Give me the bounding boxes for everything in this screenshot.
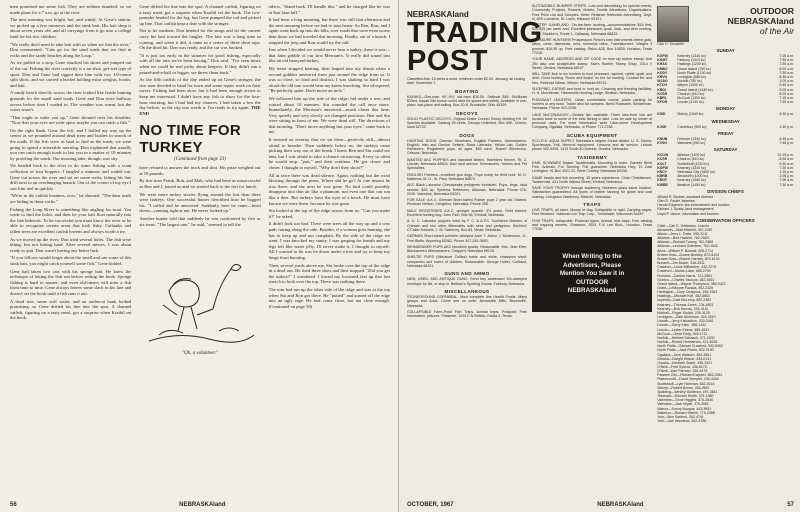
station-time: 7:30 a.m. [779, 58, 794, 63]
station-name: Wayne (1590 kc) [677, 83, 704, 88]
conservation-officer: Valentine—Gene Higgins, 376-2640 [657, 398, 713, 403]
left-page [0, 0, 398, 512]
left-column-2 [139, 4, 260, 356]
classified-ad: COLLAPSIBLE Farm-Pond Fish Traps. Animal traps. Postpaid. Free information, pictures. Shawnee, 3934 F-N Buffalo, Dallas 4, Texas. [407, 309, 527, 319]
conservation-officer: Omaha—Dwight Wilson, 334-0131 [657, 356, 712, 361]
classified-ad: AUTOMOBILE BUMPER STRIPS. Low-cost advertising for special events, Community Projects, Resorts, Motels, Tourist Attractions, Organizations. Free Price List and Samples. Write: Reliance Reflective Advertising, Dept. N, 803 Locustvia, St. Louis, Missouri 63101. [532, 4, 653, 21]
conservation-officer: Alliance—Burt Hackler, 762-2563 [657, 236, 709, 241]
conservation-officer: Broken Bow—Robert Harnley, 872-6130 [657, 256, 720, 261]
radio-schedule [657, 48, 794, 187]
conservation-officer: North Platte—Jack Fisher, 532-0190 [657, 348, 714, 353]
station-time: 8:00 a.m. [779, 66, 794, 71]
outdoor-title-line: of the Air [759, 26, 794, 36]
station-time: 9:45 a.m. [779, 83, 794, 88]
division-chief: Willard R. Barbee, assistant director [657, 194, 714, 199]
conservation-officer: Chief—Carl E. Gettmann, Lincoln [657, 223, 709, 228]
station-name: Fremont (1340 kc) [677, 136, 706, 141]
schedule-day-heading: SUNDAY [716, 48, 735, 53]
conservation-officer: Hastings—Michael Kiel, 462-5861 [657, 294, 710, 299]
classified-ad: SLEEPING, EATING and food to hunt on. Cleaning and freezing facilities. H. H. Murrelmaie, Hickamolls Hunting Lodge, Stratton, Nebraska. [532, 87, 653, 96]
article-title: NO TIME FOR TURKEY [139, 122, 241, 157]
conservation-officer: Burwell—Jim Bower, 346-2511 [657, 261, 705, 266]
conservation-officer: Lincoln—Gerry Klein, 488-1442 [657, 323, 707, 328]
classified-ad: LAKE McCONAUGHY—Deadly fish available. Three lake-front lots are located back to some of the best fishing in lake. Lots for sale by owner of personal uses. For more information write Lake-shore Development Company, Ogallala, Nebraska, or Phone 771-2788. [532, 112, 653, 130]
classified-ad: ENGLISH Pointers—excellent gun dogs. Pups ready for field hunt. M. D. Mathews, M. D., St. Paul, Nebraska 68873. [407, 172, 527, 181]
station-call: KMMJ [657, 66, 668, 71]
classified-column-2 [532, 4, 652, 499]
radio-schedule-column [657, 4, 794, 499]
classified-ad: SAVE YOUR TROPHY through taxidermy. Nineteen years same location. Satisfaction guaranteed. All types of leather tanning for glove and coat making. Livingston Taxidermy, Mitchell, Nebraska. [532, 186, 653, 199]
conservation-officer: Scottsbluff—Lyle Hartman, 632-3016 [657, 381, 715, 386]
division-chief: Glen R. Foster, fisheries [657, 199, 695, 204]
paragraph: others, "Stand back, I'll handle this," and he charged like he was at San Juan hill." [268, 4, 390, 15]
station-call: KTCH [657, 83, 667, 88]
station-name: Kearney (1340 kc) [677, 165, 706, 170]
classified-ad: YOUR NAME, ADDRESS AND ZIP CODE on new zip rubber stamp. And 25c also one straight-line stamp. Star's Rubber Stamp Shop, 3314 Y Street, Omaha, Nebraska 68107. [532, 57, 653, 70]
cartoon-caption: "Oh, a volunteer." [181, 351, 219, 357]
station-call: KGFW [657, 165, 668, 170]
conservation-officer: Norfolk—Robert Hermstrom, 371-5616 [657, 340, 718, 345]
conservation-officer: Imperial—Dale McLeroy, 882-2381 [657, 298, 712, 303]
station-call: KHUB [657, 136, 668, 141]
paragraph-text: As the fifth catfish of the day ended up on Gene's stringer, the two men decided to head for town and some repair work on their racers. Fishing had been slow, but it had been enough action to keep me interested. I didn't have any fish to show for the four-hour morning, but I had had my chances. I had taken a few the day before, so the trip was worth it. I'm ready to try again. [139, 77, 261, 111]
station-time: 8:00 a.m. [779, 91, 794, 96]
conservation-officer: Hartington—Larry Chappius, 254-3361 [657, 290, 718, 295]
section-heading: MISCELLANEOUS [444, 288, 490, 294]
station-time: 7:15 a.m. [779, 96, 794, 101]
station-row [657, 100, 794, 104]
paragraph: On the right flank, Gene the left, and I holled my way up the center as we pounded around dead trees and bushes in search of the toads. If the fish were as hard to find as the toads, we were going to spend a miserable morning. Don explained that usually you can catch enough toads to last you in a matter of 10 minutes by prowling the sands. Our morning take, though, was shy. [10, 127, 132, 161]
classified-ad: KAYAKS—One-man 99"–9½' low-ham $34.50. Sailboat $45. Ski/Boats $15ea. Kayak Kits known world wide for speed and safety. Available in one-place, two-place and sailing. Box 20-N, Brookville, Ohio 45309. [407, 94, 527, 108]
paragraph [269, 287, 390, 309]
section-heading: DOGS [459, 132, 475, 138]
magazine-name: NEBRASKAland [597, 502, 644, 508]
classified-ad: MALE REGISTERED A.K.C. springer spaniel. 3½ years. Field trained. Excellent hunting dog. John Rich, Box 56, Kimball, Nebraska. [407, 208, 527, 218]
station-call: KCSR [657, 91, 668, 96]
classified-ad: PHEASANT HUNTERS. Clean comfortable rooms, plane parking for hunters or any town. Trailer also for campers. Bend Robbards, Benkelman, Nebraska. Phone 423-2236. [532, 97, 653, 111]
page-number: 57 [787, 502, 794, 508]
conservation-officer: McCook—Gene Eddy, 345-1711 [657, 331, 708, 336]
station-name: McCook (1300 kc) [677, 96, 706, 101]
section-heading: BOATING [455, 88, 479, 94]
station-call: KBRL [657, 96, 667, 101]
conservation-officer: North Platte—Samuel Crawford, 532-9962 [657, 344, 723, 349]
station-time: 4:30 p.m. [779, 112, 794, 117]
station-call: KRVN [657, 75, 668, 80]
station-time: 7:05 a.m. [779, 54, 794, 58]
paragraph: We headed back to the river to do some fishing with a scant collection of four hoppers. I tangled a minnow and waded out. Gene cut across the river and sat on some rocks, letting his line drift next to an overhanging branch. Out of the corner of my eye I saw him reel in quickly. [10, 163, 132, 191]
station-name: Grand Island (1430 kc) [677, 87, 713, 92]
classified-ad: WANTED AKC PUPPIES and standard kittens. Ramblers Kennel, Rt. 2, Lincoln, Nebraska 68503. Also stud service. Schnauzers, Yorkies and Pet Specialties. [407, 157, 527, 171]
station-name: Lincoln (1240 kc) [677, 100, 704, 105]
station-call: KCOW [657, 153, 669, 158]
station-time: 7:30 a.m. [779, 165, 794, 170]
paragraph: Gene drifted his line into the spot. A channel catfish, figuring on a tasty meal, got a surprise when Kraibil set the hook. The two-pounder headed for the log, but Gene pumped the rod and picked up line. That catfish kept a date with the stringer. [139, 4, 261, 26]
conservation-officer: Sidney—Robert Brown, 254-4567 [657, 385, 710, 390]
classified-ad: A. K. C. Labrador puppies sired by F. C. & A.F.C. Sunhaven Maestro of Chessie and two other littermates with sires and pedigrees. Kirchhof, C'Caller Kennels, J. M. Sweeney, Box 83, Mead, Nebraska. [407, 219, 527, 232]
classified-ad: STONEGROUND CORNMEAL. Most complete line Health Foods. Many groups and Adds. Come see us write. Brownville Mills, Brownville, Nebraska. [407, 294, 527, 308]
division-chief: Lloyd P. Vance, information and tourism [657, 211, 719, 216]
classified-rates-note: Classified Ads: 15 cents a word, minimum order $2.00. January, all closing date. November 1 [407, 77, 526, 86]
station-call: KOLT [657, 161, 667, 166]
paragraph: Another hunter told that suddenly he was confronted by five or six toms. "The largest one," he said, "seemed to tell the [139, 216, 261, 227]
station-name: North Platte (1240 kc) [677, 70, 712, 75]
conservation-officer: Norfolk—Herbert Schaack, 371-2000 [657, 335, 715, 340]
station-row [657, 112, 794, 116]
notice-line: NEBRASKAland [567, 287, 617, 295]
paragraph: "It is just too early in the summer for good fishing, especially with all the rain we've been having," Don said. "I've seen times when we could be real picky about keepers. If they didn't run a pound-and-a-half or bigger, we threw them back." [139, 52, 261, 75]
conservation-officer: O'Neill—Fred Sykora, 336-6175 [657, 364, 707, 369]
end-mark: THE END [139, 105, 261, 116]
photo-caption: Dick H. Schaeffer [657, 42, 685, 46]
section-heading: TAXIDERMY [576, 154, 608, 160]
conservation-officer: Lincoln—Lester Kriens, 489-1631 [657, 327, 710, 332]
station-call: KJSK [657, 124, 667, 129]
outdoor-title [693, 6, 794, 36]
conservation-officer: Plattsmouth—David Sempler, 296-4262 [657, 377, 719, 382]
conservation-officer: Grant—LeMoyne Fauska, 352-2426 [657, 286, 714, 290]
classified-ad: CUSTER GAMELAND. On-the-farm hunting—accommodations $15 first, $20-$25 per week and. Excellent pheasant, quail, duck, and deer hunting. Write: Sheldon's, Route 1, Callaway, Nebraska 68825. [532, 23, 653, 36]
station-time: 1:30 p.m. [779, 124, 794, 129]
left-column-1 [10, 4, 131, 356]
paragraph: Then, several yards above me, Stu broke over the top of the ridge in a dead run. He fired three shots and then stopped. "Did you get the turkey?" I wondered. I forced my loosened feet up that last stretch to look over the top. There was nothing there. [268, 262, 390, 285]
portrait-photo [657, 6, 689, 42]
notice-line: OUTDOOR [576, 278, 609, 286]
classified-ad: SHELTIE PUPS (Miniature Collies) sable and white, champion sired, companion and lovers of children. Reasonable. George Hutter, Cortland, Nebraska 68331. [407, 255, 527, 269]
station-time: 7:45 p.m. [779, 141, 794, 146]
section-heading: TRAPS [583, 201, 601, 207]
conservation-officer: Chadron—Louis Wilharrine, 432-2275 [657, 265, 716, 270]
left-footer [10, 502, 388, 508]
classified-ad: FISH TRAPS, collapsible. Postman types. Animal, bird traps. Free catalog and trapping secrets. Shawnee, 3934 F-N Lee Blvd., Houston, Texas 77036. [532, 218, 653, 232]
conservation-officer: Spalding—Wesley Guilleran, 497-3641 [657, 389, 718, 394]
trading-post-column [407, 4, 543, 499]
paragraph: A sandy beach directly across the river looked like fertile hunting grounds for the small sand toads. Gene and Don were halfway across before time I waded in. The weather was warm, but the water wasn't. [10, 90, 132, 113]
brand-label: NEBRASKAland [407, 10, 469, 19]
paragraph: have refused to answer the truck and shot. His prize weighed out at 18 pounds. [139, 165, 261, 176]
classified-sections [532, 133, 652, 232]
station-call: WJAG [657, 79, 668, 84]
station-call: KGMT [657, 58, 668, 63]
paragraph: It didn't look too bad. There were trees all the way up and a cow path cutting along the side. Besides, if a woman goes hunting, she has to keep up and not complain. By the side of the ridge we went. I was knocked my sanity. I was gasping for breath and my legs felt like water jelly. I'll never make it, I thought to myself. All I wanted to do was lie down under a tree and try to keep my lungs from bursting. [268, 221, 390, 260]
conservation-officer: Albion—Jerry L. Delta, 395-2211 [657, 231, 708, 236]
station-name: Scottsbluff (1320 kc) [677, 161, 710, 166]
division-chiefs-heading: DIVISION CHIEFS [707, 188, 744, 194]
division-chief: Richard J. Spady, land management [657, 207, 714, 212]
paragraph: It had been a long morning, but there was still that afternoon and the next morning before we had to start home. So Ben, Ron, and I again went back up into the hills, over roads that were even worse than those we had traveled that morning. Finally, out of a hunch, I stopped the jeep and Ron would try the call. [268, 17, 390, 45]
station-name: Columbus (900 kc) [677, 124, 707, 129]
classified-ad: NEW, USED, AND ANTIQUE GUNS. Send buy addressed 10c-stamped envelope for list, or stop in. Bedlam's Sporting Goods, Fairbury, Nebraska. [407, 277, 527, 286]
trading-post-title-1: TRADING [407, 17, 543, 49]
station-name: Norfolk (780 kc) [677, 79, 702, 84]
conservation-officer: Alliance—Leonard Guenther, 762-1542 [657, 244, 718, 249]
notice-line: Mention You Saw it in [559, 270, 625, 278]
station-time: 7:30 a.m. [779, 62, 794, 67]
station-name: Chadron (610 kc) [677, 91, 705, 96]
conservation-officer: Wahoo—Sonny Baugus, 443-3981 [657, 406, 712, 411]
station-time: 1:15 p.m. [779, 170, 794, 175]
station-call: KSID [657, 112, 666, 117]
station-row [657, 125, 794, 129]
station-time: 7:30 a.m. [779, 100, 794, 105]
station-time: 7:05 a.m. [779, 178, 794, 183]
right-footer [407, 502, 794, 508]
station-name: Grand Island (750 kc) [677, 66, 711, 71]
trading-post-title-2: POST [407, 45, 488, 77]
division-chiefs-list [657, 195, 794, 216]
paragraph: "We really don't need to take bait with us when we fish the river," Don commented. "Cuts go for the sand toads that we find in rocks and the sandy beaches along the Loup." [10, 41, 132, 58]
notice-line: Advertisers, Please [563, 261, 622, 269]
classified-ad: LIVE TRAPS, all sizes. Mouse to dog. Collapsible or rigid. Carrying cages. Free literature. National Live Trap Corp., Tomahawk, Wisconsin 54487. [532, 207, 653, 217]
station-name: Alliance (1400 kc) [677, 153, 706, 158]
conservation-officer: Broken Bow—Duane Bentley, 872-5124 [657, 252, 719, 257]
paragraph: Fishing the Loup River is something like angling for trout. You wade to find the holes, and then let your bait float naturally into the fish hideouts. To be successful you must know the river or be able to recognize certain areas that look fishy. Cutbanks and fallen trees are excellent catfish havens and always worth a try. [10, 206, 132, 234]
schedule-day-heading: MONDAY [716, 106, 736, 112]
conservation-officer: York—Joel Woodrow, 362-4786 [657, 419, 707, 423]
station-time: 8:30 a.m. [779, 75, 794, 80]
station-name: Beatrice (1450 kc) [677, 182, 706, 187]
conservation-officer: Fremont—Carlton Harris, 721-3581 [657, 273, 713, 278]
station-time: 6:45 p.m. [779, 136, 794, 141]
outdoor-title-line: OUTDOOR [750, 6, 794, 16]
conservation-officer: Omaha—Kenneth Stade, 455-1521 [657, 360, 713, 365]
station-name: Hastings (1230 kc) [677, 62, 707, 67]
paragraph: men promised me some fish. They are seldom skunked, so we made plans for a 7 a.m. go at the river. [10, 4, 132, 15]
paragraph: As we pulled to a stop, Gene shucked his shoes and jumped out of the car. Fishing the river correctly is a no-shoe, get-wet type of sport. Don and Gene had rigged their line with two 1/0-ounce split shots, and we carried a bucket holding extra weights, hooks, and bait. [10, 60, 132, 88]
paragraph: Just when I decided we would never hear a turkey, there it was—that faint gobble of our first Merriam's. It really did sound just like an old barnyard turkey. [268, 47, 390, 64]
classified-ad: GERMAN Short-haired pointers whelped June 7. Arthur J. Mortenson, Jr., Fine Bluffs, Wyoming 82082. Phone 307-245-3683. [407, 234, 527, 243]
station-name: Chadron (610 kc) [677, 157, 705, 162]
issue-date: OCTOBER, 1967 [407, 502, 454, 508]
article-continued-note: (Continued from page 33) [174, 157, 226, 163]
conservation-officer: Kimball—Roger Stulick, 235-3125 [657, 310, 710, 315]
paragraph: My heart stopped beating, then leaped into my throat when a second gobbler answered from just around the ridge from us. It was so close, so loud and distinct, I was shaking so hard I was afraid the old tom would hear my knees knocking. Stu whispered, "Be perfectly quiet. Don't move an inch." [268, 65, 390, 94]
station-name: Kearney (1340 kc) [677, 54, 706, 58]
station-call: KRGI [657, 87, 666, 92]
station-call: KODY [657, 70, 668, 75]
classified-ad: WEIMARANER PUPS AKC bloodline quality. Reasonable. Mrs. Jean Eiter, Blackacres's Weimaraners, Chappell, Nebraska 69129. [407, 244, 527, 254]
station-call: KNCY [657, 170, 668, 175]
paragraph: We were more turkey stories flying around the fort than there were turkeys. One successful hunter described how he bagged his. "I called and he answered. Suddenly, here he came—head down—running right at me. He never looked up." [139, 191, 261, 214]
station-name: Fairbury (1310 kc) [677, 58, 706, 63]
station-row [657, 141, 794, 145]
station-time: 7:30 a.m. [779, 182, 794, 187]
conservation-officer: Waterloo—Richard Hamm, 779-2388 [657, 410, 715, 415]
station-name: Sidney (1340 kc) [677, 112, 704, 117]
station-call: KBRB [657, 174, 668, 179]
station-time: 8:45 a.m. [779, 157, 794, 162]
conservation-officer: Kearney—Thomas Jones, 234-4821 [657, 302, 714, 307]
advertiser-notice-box [532, 237, 652, 311]
paragraph: A dead tree, some stiff water, and an undercut bank looked promising, so Gene drifted his line into the spot. A channel catfish, figuring on a tasty meal, got a surprise when Kraibil set the hook. [10, 298, 132, 321]
outdoor-title-line: NEBRASKAland [727, 16, 794, 26]
cartoon-drawing [139, 231, 257, 349]
conservation-officer: O'Neill—Dan Parman, 336-4475 [657, 369, 708, 374]
conservation-officer: Pawnee City—Richard Kappert, 852-2381 [657, 373, 723, 378]
classified-ad: WILL TAKE four or six hunters to hunt pheasant, squirrel, rabbit, quail, and deer. Good hunting. Room and board, no fee for hunting. Contact Mr. and Mrs. Reinhold Wiese, Wisner, Nebraska 68791. [532, 72, 653, 85]
cartoon-illustration [139, 231, 260, 349]
paragraph: Gene had taken two cats with his sponge bait. He knew the technique of letting the fish run before setting the hook. Sponge fishing is hard to master, and even old-timers will miss a fish from time to time. Gene always leaves some slack in his line and doesn't set the hook until a fish runs it out. [10, 268, 132, 296]
paragraph: The next morning was bright, hot, and windy. At Gene's station, we picked up a few minnows and the stink bait. His bait shop is about seven years old, and all carryings from it go into a college fund for his two children. [10, 17, 132, 39]
paragraph: All at once there was dead silence. Again, nothing but the wind blowing through the pines. Where did he go? At one instant he was there, and the next he was gone. No bird could possibly disappear into thin air like a phantom, not even one that can run like a deer. But turkeys have the eyes of a hawk. He must have known we were there, because he was gone. [268, 172, 390, 206]
conservation-officer: Crawford—Marvin Lake, 665-2700 [657, 269, 711, 274]
classified-ad: FOR SALE: A.K.C. German Short-haired Pointer pups 2 year old. Started. Pindexer Nelson, Creighton, Nebraska. Phone 358. [407, 198, 527, 207]
division-chief: Harold Edgerton, law enforcement and tourism [657, 203, 730, 208]
paragraph: "That ought to wake you up," Gene shouted over his shoulder. "Now that your eyes are wide open, maybe you can catch a fish." [10, 114, 132, 126]
station-name: Nebraska City (1600 kc) [677, 170, 715, 175]
conservation-officer: Alliance—Richard Turney, 762-2885 [657, 240, 714, 245]
schedule-day-heading: SATURDAY [713, 147, 738, 153]
station-call: KHAS [657, 62, 668, 67]
classified-ad: TREASURE HUNTERS! Prospectors! Relco's new instruments detect gold, silver, coins, diamonds, ores, historical relics. Transistorized. Weighs 3 pounds. $19.95 up. Free catalog. Relco-A28, Box 10839, Houston, Texas 77018. [532, 38, 653, 55]
classified-ad: SCO-R.K. AQUA SUPPLY Nebraska's largest Scuba dealer. U. S. Divers, Sportsways, Voit, Nemrod equipment. Lessons and air service. Lincoln phone 502-9495; 1413 South 40 Avenue, Omaha, Nebraska. [532, 138, 653, 152]
classified-ad: AKC Black Labrador Chesapeake pedigrees furnished. Pups, dogs, stud service. $35 up. Systems Retrievers, Alfonsas, Nebraska. Phone 376-2030. Valentine, Nebraska 69201. [407, 183, 527, 196]
paragraph: By this time Frank, Bob, and Mah, who had been as unsuccessful as Ben and I, joined us and we started back to the fort for lunch. [139, 178, 261, 190]
section-heading: DECOYS [456, 110, 478, 116]
conservation-officer: Gordon—Charles Yacious, 282-3461 [657, 277, 715, 282]
conservation-officer: York—Ben Sanford, 362-4741 [657, 414, 704, 419]
conservation-officer: Valentine—Jack Wyatt, 376-2661 [657, 402, 709, 407]
conservation-officers-list [657, 224, 794, 424]
station-time: 7:30 a.m. [779, 70, 794, 75]
conservation-officer: Kearney—Bob Kerney, 234-4111 [657, 306, 708, 311]
station-name: Kearney (1460 kc) [677, 178, 706, 183]
section-heading: SCUBA EQUIPMENT [566, 132, 618, 138]
conservation-officer: Tekamah—Edward Smith, 374-1080 [657, 394, 714, 399]
section-heading: GUNS AND AMMO [444, 271, 490, 277]
conservation-officer: Lincoln—Jerry Kiskaddon, 432-2461 [657, 319, 714, 324]
station-call: KWBE [657, 182, 668, 187]
station-call: KFOR [657, 100, 668, 105]
classified-ad: GAME heads and fish mounting. 45 years experience. Chas Christiansen, Taxidermist, 421 North Walnut Street, Kimball, Nebraska. [532, 175, 653, 184]
notice-line: When Writing to the [562, 253, 622, 261]
station-time: 1:05 p.m. [779, 174, 794, 179]
classified-ads [532, 4, 652, 130]
paragraph: Stu looked at the top of the ridge across from us. "Can you make it?" he asked. [268, 208, 390, 219]
paragraph: "We're in the catfish business, now," he shouted. "The darn toads are hiding in these rocks." [10, 193, 132, 204]
paragraph-text: The tom had run up the other side of the ridge and was at the top when Stu and Ron got there. He "putted" and soared off the edge into an ugly rage. He had come close, but not close enough. [268, 286, 390, 304]
station-name: Lexington (880 kc) [677, 75, 706, 80]
schedule-day-heading: WEDNESDAY [711, 118, 740, 124]
station-time: 1:00 p.m. [779, 79, 794, 84]
paragraph: Not to be outdone, Don headed for the snags and let the current carry his bait toward the tangles. The bite was a long time in coming, and when it did, it came in a series of three short taps. On the third hit, Don was ready, and the cat was hooked. [139, 28, 261, 51]
paragraph: It seemed an eternity that we sat there—perfectly still—almost afraid to breathe. Then suddenly below us, the turkeys came picking their way out of the brush. I knew Ben and Stu could see him, but I was afraid to take a chance on moving. Every so often he would stop, "putt," and then continue. He got closer and closer. I thought to myself, "Why don't they shoot?" [268, 137, 390, 171]
left-column-3 [269, 4, 390, 356]
station-call: KRNY [657, 178, 668, 183]
continued-note: (Continued on page 58) [268, 303, 313, 309]
paragraph: As we moved up the river, Don tried several holes. The fish were biting, but not hitting hard. After several misses, I was about ready to quit. Don wasn't having any better luck. [10, 236, 132, 253]
outdoor-header [657, 6, 794, 46]
right-page [398, 0, 800, 512]
station-row [657, 183, 794, 187]
station-call: KVSH [657, 141, 667, 146]
conservation-officer: Ogallala—Jack Watsom, 284-3561 [657, 352, 712, 357]
station-call: KGFW [657, 54, 668, 58]
conservation-officer: Ainsworth—Walt Mitchell, 387-1087 [657, 227, 713, 232]
station-time: 12:15 p.m. [777, 153, 794, 158]
station-name: Ainsworth (1400 kc) [677, 174, 709, 179]
station-call: KCSR [657, 157, 668, 162]
photo-block [657, 6, 689, 46]
classified-ad: HUNTING DOGS: German Shorthairs, English Pointers, Weimaraners. English, Irish and Gordon Setters. Black Labrador, Yellow Lab, Golden Retrievers. Registered pups, all ages. $50 each. Robert Stevenson, Orleans, Nebraska. [407, 138, 527, 156]
station-time: 9:00 a.m. [779, 87, 794, 92]
conservation-officer: Grand Island—Wayne Thompson, 384-9422 [657, 281, 726, 286]
paragraph: We followed him up the side of the ridge, hid under a tree, and waited about 10 minutes. Stu sounded the call once more. Immediately, the Merriam's answered—much closer this time. Very quietly and very slowly we changed positions. Ben and Stu were sitting in front of me. We were dead still. The directions of that morning, "Don't move anything but your eyes," came back to me. [268, 95, 390, 135]
conservation-officer: Alma—William P. Bonsall, 928-2714 [657, 248, 713, 253]
conservation-heading: CONSERVATION OFFICERS [696, 217, 755, 223]
station-name: Valentine (940 kc) [677, 141, 706, 146]
magazine-name: NEBRASKAland [179, 502, 226, 508]
station-time: 9:30 a.m. [779, 161, 794, 166]
classified-sections [407, 89, 527, 319]
conservation-officer: Lexington—Dale Mohrman, 324-3510 [657, 315, 716, 320]
page-number: 56 [10, 502, 17, 508]
paragraph: "If you fellows would forget about the smell and use some of this stink bait, you might catch yourself some fish," Gene kidded. [10, 255, 132, 266]
paragraph [139, 77, 260, 116]
schedule-day-heading: FRIDAY [717, 130, 734, 136]
classified-ad: EARL SCHWARZ Master Taxidermists. Mounting to order. Gamble Birds Fish. Animals. Fur Tanning. Full guarantee. Nebraska Hwy. 19 East Lexington. 91-Box 4321-22, West Charley, Nebraska 69336. [532, 160, 653, 174]
classified-ad: SOLID PLASTIC DECOYS. Original Drake Curved Decoy Molding Kit. 50 Species Available. Catalog 25 cents. Decoys Unlimited, Box 69E, Clinton, Iowa 52732. [407, 116, 527, 130]
